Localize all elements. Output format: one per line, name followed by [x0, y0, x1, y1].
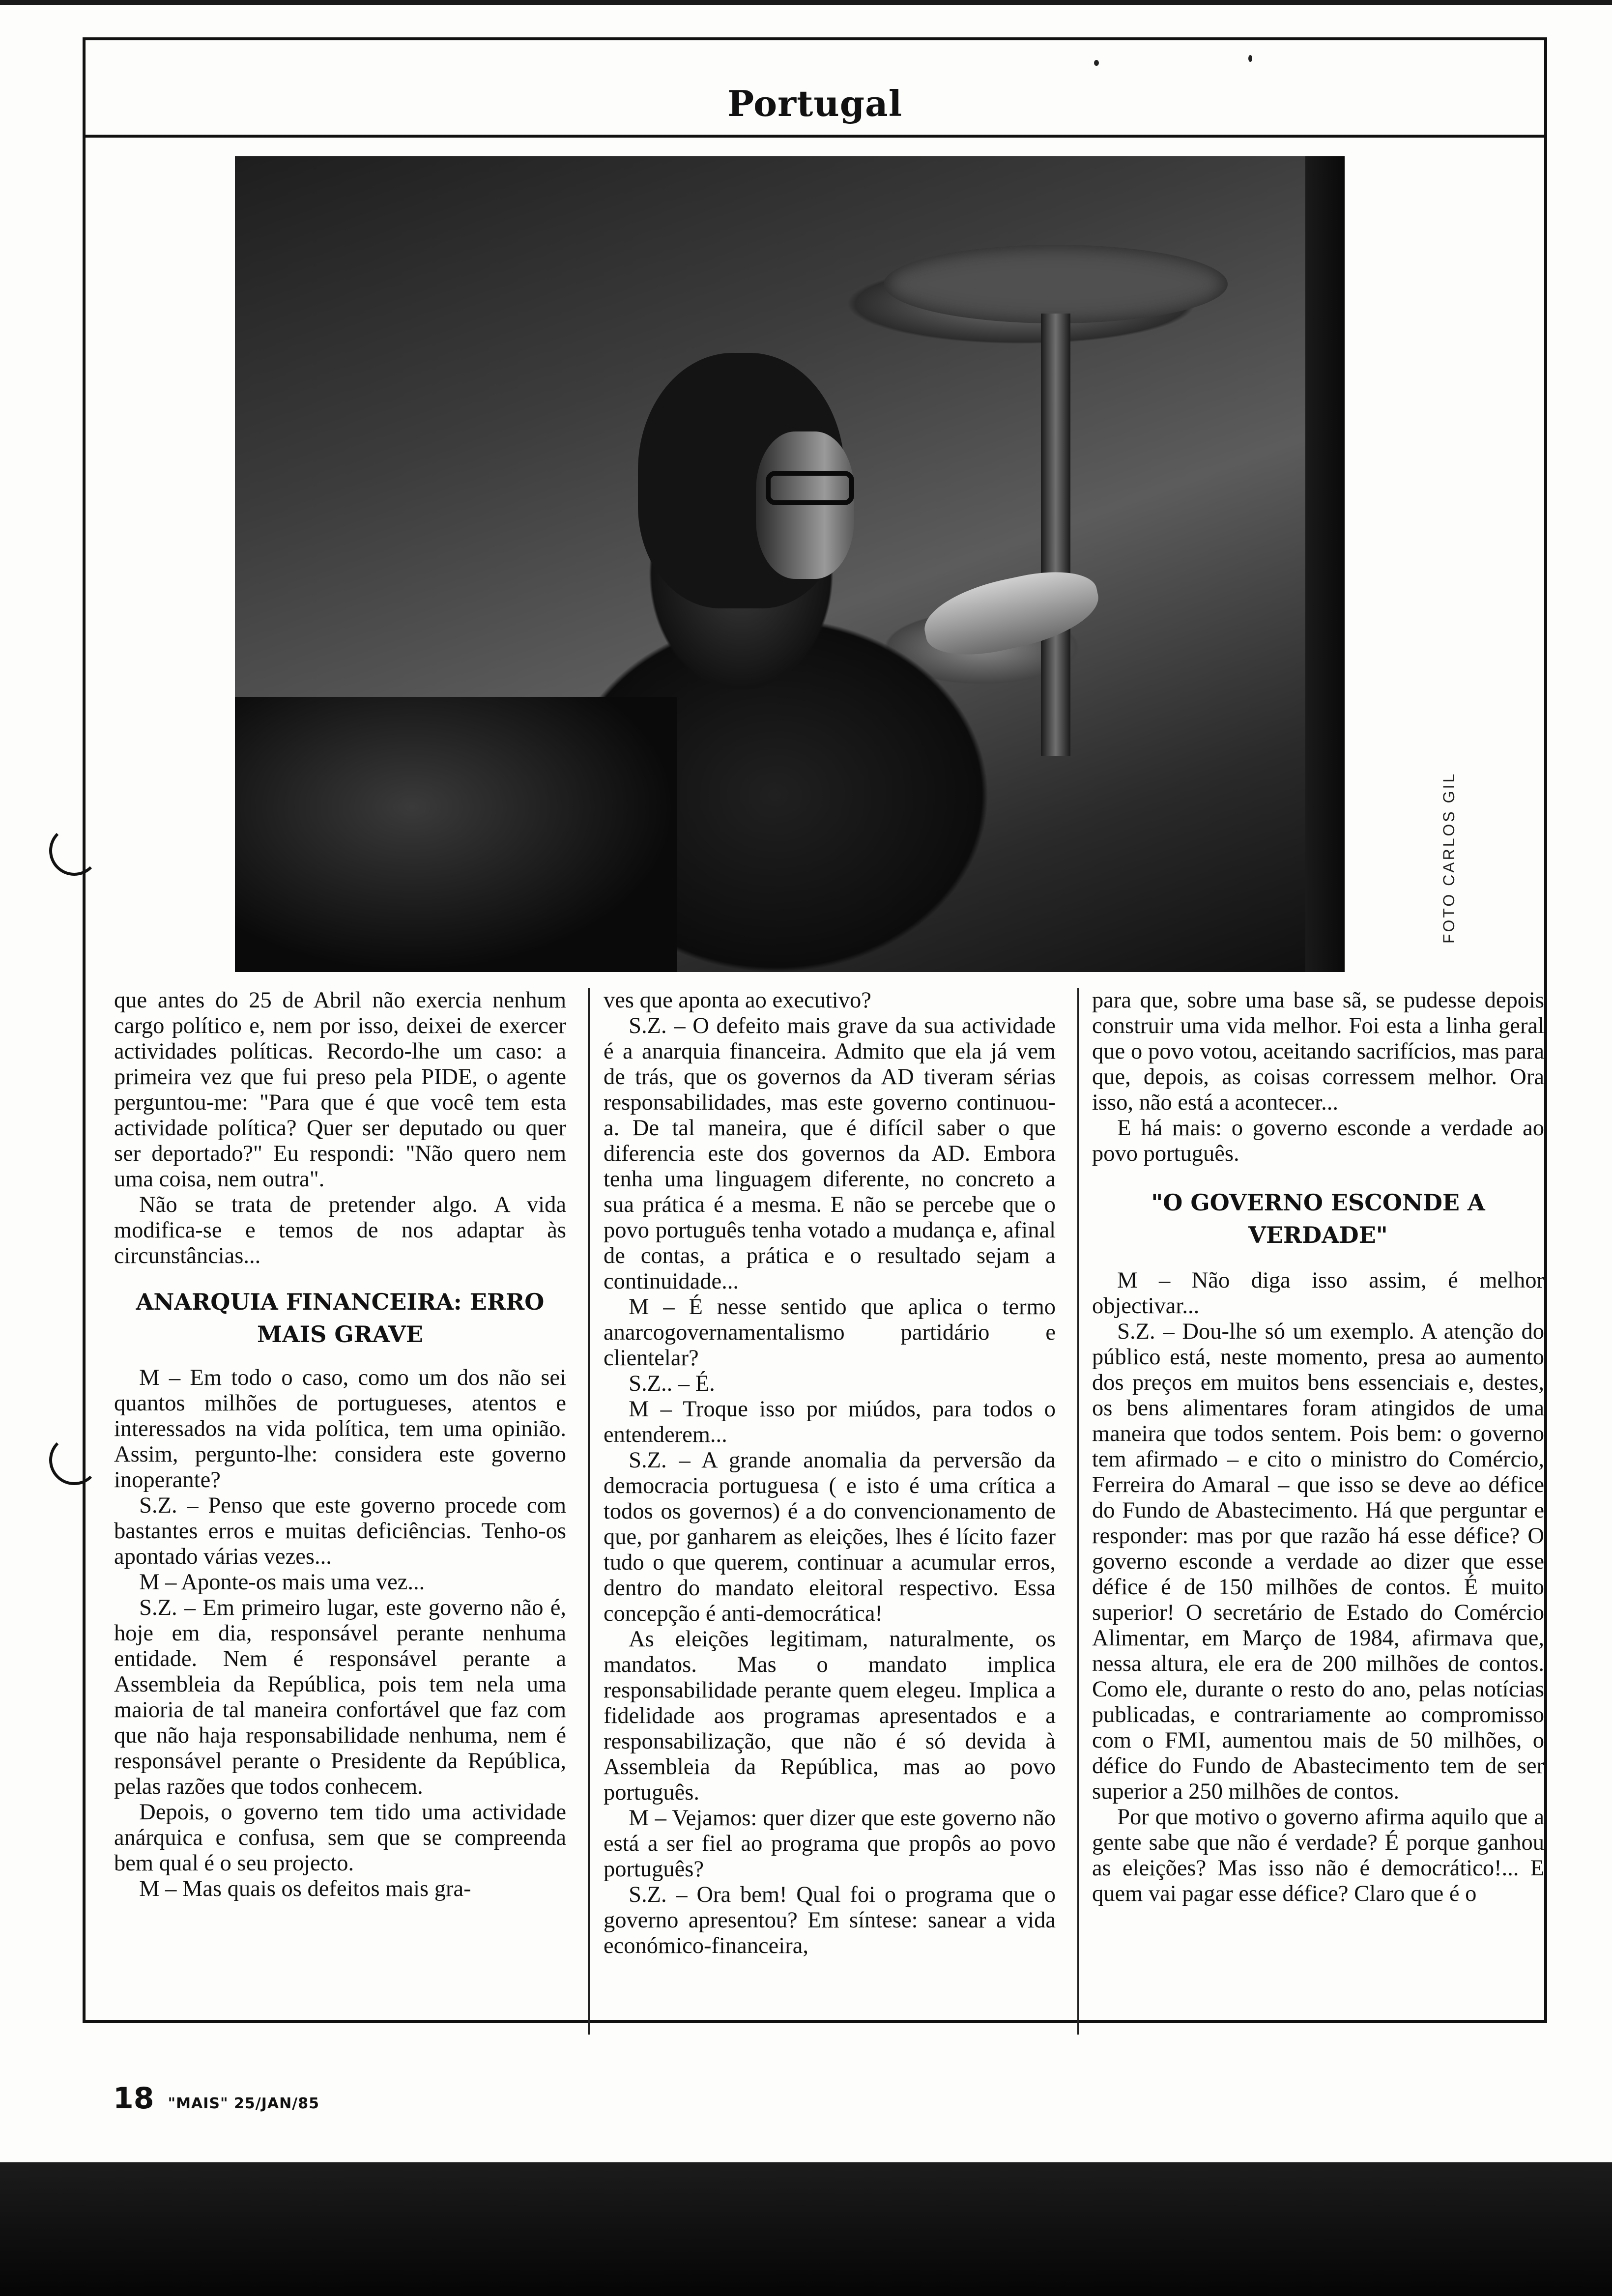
paragraph: M – Vejamos: quer dizer que este governo não está a ser fiel ao programa que propôs ao povo português? — [604, 1806, 1056, 1882]
photo-credit: FOTO CARLOS GIL — [1440, 772, 1458, 944]
column-rule — [1077, 988, 1079, 2035]
paragraph: S.Z.. – É. — [629, 1371, 715, 1396]
article-column-3 — [1092, 988, 1544, 1907]
paragraph: ves que aponta ao executivo? — [604, 988, 871, 1013]
page-number: 18 — [113, 2081, 154, 2116]
paragraph: S.Z. – Em primeiro lugar, este governo não é, hoje em dia, responsável perante nenhuma entidade. Nem é responsável perante a Assembleia da República, pois tem nela uma maioria de tal maneira confortável que faz com que não haja responsabilidade nenhuma, nem é responsável perante o Presidente da República, pelas razões que todos conhecem. — [114, 1595, 566, 1799]
photo-lamp-shade — [884, 245, 1228, 323]
subheading: "O GOVERNO ESCONDE A VERDADE" — [1151, 1189, 1485, 1248]
paragraph: S.Z. – O defeito mais grave da sua actividade é a anarquia financeira. Admito que ela já vem de trás, que os governos da AD tiveram sérias responsabilidades, mas este governo continuou-a. De tal maneira, que é difícil saber o que diferencia este dos governos da AD. Embora tenha uma linguagem diferente, no concreto a sua prática é a mesma. E não se percebe que o povo português tenha votado a mudança e, afinal de contas, a prática e o resultado sejam a continuidade... — [604, 1013, 1056, 1294]
paragraph: M – É nesse sentido que aplica o termo anarcogovernamentalismo partidário e clientelar? — [604, 1294, 1056, 1371]
section-header — [83, 74, 1547, 138]
scan-speck — [1248, 55, 1252, 62]
paragraph: Por que motivo o governo afirma aquilo que a gente sabe que não é verdade? É porque ganhou as eleições? Mas isso não é democrático!... E quem vai pagar esse défice? Claro que é o — [1092, 1805, 1544, 1906]
scan-edge-top — [0, 0, 1612, 5]
publication-reference: "MAIS" 25/JAN/85 — [168, 2095, 319, 2112]
photo-hand — [918, 561, 1105, 665]
paragraph: As eleições legitimam, naturalmente, os mandatos. Mas o mandato implica responsabilidade perante quem elegeu. Implica a fidelidade aos programas apresentados e a responsabilização, que não é só devida à Assembleia da República, mas ao povo português. — [604, 1627, 1056, 1805]
column-rule — [588, 988, 590, 2035]
paragraph: M – Aponte-os mais uma vez... — [139, 1570, 425, 1595]
subheading: ANARQUIA FINANCEIRA: ERRO MAIS GRAVE — [136, 1289, 545, 1348]
photo-glasses — [766, 471, 854, 505]
scan-border-bottom — [0, 2162, 1612, 2296]
article-column-2 — [604, 988, 1056, 1959]
paragraph: E há mais: o governo esconde a verdade ao povo português. — [1092, 1116, 1544, 1166]
article-column-1 — [114, 988, 566, 1902]
photo-face — [756, 431, 854, 579]
paragraph: M – Não diga isso assim, é melhor objectivar... — [1092, 1268, 1544, 1319]
paragraph: Não se trata de pretender algo. A vida modifica-se e temos de nos adaptar às circunstâncias... — [114, 1192, 566, 1268]
paragraph: M – Mas quais os defeitos mais gra- — [139, 1876, 471, 1901]
paragraph: S.Z. – A grande anomalia da perversão da democracia portuguesa ( e isto é uma crítica a todos os governos) é a do convencionamento de que, por ganharem as eleições, lhes é lícito fazer tudo o que querem, continuar a acumular erros, dentro do mandato eleitoral respectivo. Essa concepção é anti-democrática! — [604, 1448, 1056, 1626]
paragraph: S.Z. – Ora bem! Qual foi o programa que o governo apresentou? Em síntese: sanear a vida económico-financeira, — [604, 1882, 1056, 1958]
paragraph: que antes do 25 de Abril não exercia nenhum cargo político e, nem por isso, deixei de exercer actividades políticas. Recordo-lhe um caso: a primeira vez que fui preso pela PIDE, o agente perguntou-me: "Para que é que você tem esta actividade política? Quer ser deputado ou quer ser deportado?" Eu respondi: "Não quero nem uma coisa, nem outra". — [114, 988, 566, 1192]
paragraph: S.Z. – Penso que este governo procede com bastantes erros e muitas deficiências. Tenho-os apontado várias vezes... — [114, 1493, 566, 1569]
paragraph: Depois, o governo tem tido uma actividade anárquica e confusa, sem que se compreenda bem qual é o seu projecto. — [114, 1800, 566, 1876]
section-title: Portugal — [727, 83, 903, 124]
paragraph: para que, sobre uma base sã, se pudesse depois construir uma vida melhor. Foi esta a linha geral que o povo votou, aceitando sacrifícios, mas para que, depois, as coisas corressem melhor. Ora isso, não está a acontecer... — [1092, 988, 1544, 1115]
photo-chair-shape — [235, 697, 677, 972]
photo-edge — [1305, 156, 1345, 972]
margin-mark — [49, 826, 99, 876]
interview-photo — [235, 156, 1345, 972]
photo-lamp-pole — [1041, 314, 1070, 756]
margin-mark — [49, 1435, 99, 1485]
scan-speck — [1094, 60, 1099, 66]
paragraph: S.Z. – Dou-lhe só um exemplo. A atenção do público está, neste momento, presa ao aumento dos preços em muitos bens essenciais e, destes, os bens alimentares foram atingidos de uma maneira que todos sentem. Pois bem: o governo tem afirmado – e cito o ministro do Comércio, Ferreira do Amaral – que isso se deve ao défice do Fundo de Abastecimento. Há que perguntar e responder: mas por que razão há esse défice? O governo esconde a verdade ao dizer que esse défice é de 150 milhões de contos. É muito superior! O secretário de Estado do Comércio Alimentar, em Março de 1984, afirmava que, nessa altura, ele era de 200 milhões de contos. Como ele, durante o resto do ano, pelas notícias publicadas, e contrariamente ao compromisso com o FMI, aumentou mais de 50 milhões, o défice do Fundo de Abastecimento tem de ser superior a 250 milhões de contos. — [1092, 1319, 1544, 1804]
page-footer — [113, 2081, 319, 2116]
paragraph: M – Em todo o caso, como um dos não sei quantos milhões de portugueses, atentos e interessados na vida política, tem uma opinião. Assim, pergunto-lhe: considera este governo inoperante? — [114, 1365, 566, 1492]
paragraph: M – Troque isso por miúdos, para todos o entenderem... — [604, 1397, 1056, 1447]
